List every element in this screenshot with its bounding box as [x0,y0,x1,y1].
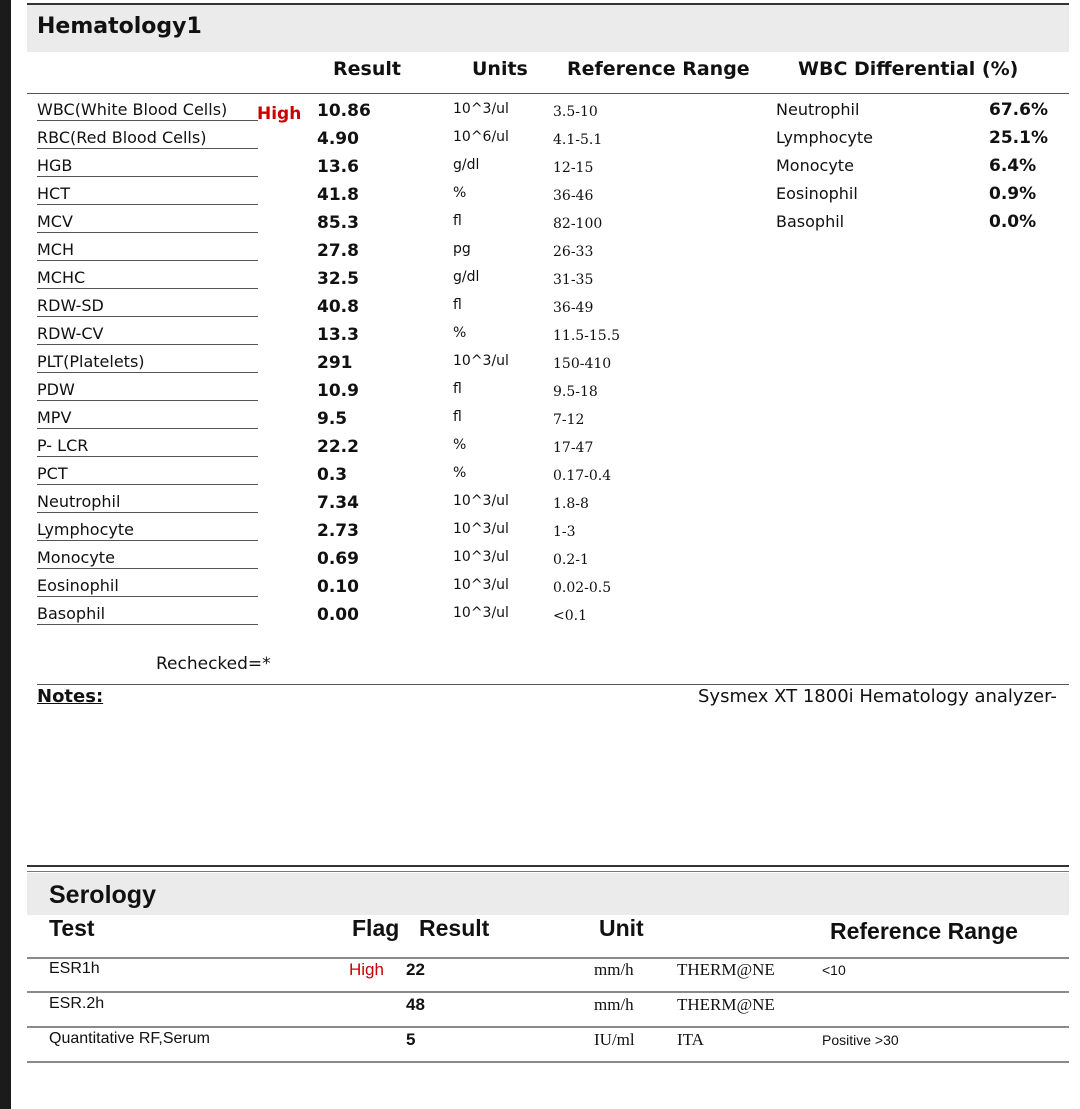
test-name: HCT [37,184,258,205]
test-name: MCHC [37,268,258,289]
result-value: 40.8 [317,297,359,317]
result-value: 10.9 [317,381,359,401]
reference-range: 3.5-10 [553,104,598,120]
unit-value: 10^3/ul [453,101,509,117]
unit-value: 10^3/ul [453,353,509,369]
serology-header-divider [27,957,1069,959]
test-name: RDW-SD [37,296,258,317]
flag-column-header: Flag [352,915,400,941]
differential-value: 25.1% [989,128,1048,148]
rechecked-note: Rechecked=* [156,654,271,674]
serology-result: 22 [406,960,425,979]
table-row [0,433,1069,461]
unit-value: % [453,325,467,341]
table-row [0,237,1069,265]
row-divider [27,991,1069,993]
table-row [0,461,1069,489]
reference-range: 7-12 [553,412,585,428]
differential-value: 6.4% [989,156,1037,176]
test-name: Eosinophil [37,576,258,597]
test-name: Lymphocyte [37,520,258,541]
serology-reference-column-header: Reference Range [830,918,1018,944]
hematology-title: Hematology1 [37,14,202,39]
test-name: PLT(Platelets) [37,352,258,373]
test-name: RBC(Red Blood Cells) [37,128,258,149]
serology-result-column-header: Result [419,915,490,941]
differential-value: 0.0% [989,212,1037,232]
flag-badge: High [349,960,384,979]
table-row [0,517,1069,545]
differential-name: Lymphocyte [776,128,873,147]
serology-title: Serology [49,881,156,909]
reference-range: 0.2-1 [553,552,589,568]
reference-range: 11.5-15.5 [553,328,621,344]
unit-value: 10^3/ul [453,493,509,509]
differential-name: Eosinophil [776,184,858,203]
test-column-header: Test [49,915,95,941]
reference-range: 4.1-5.1 [553,132,603,148]
serology-unit: mm/h [594,995,634,1014]
analyzer-note: Sysmex XT 1800i Hematology analyzer- [698,686,1057,707]
result-column-header: Result [333,58,401,80]
serology-reference: Positive >30 [822,1032,899,1048]
reference-range: 36-46 [553,188,594,204]
serology-method: ITA [677,1030,704,1049]
table-row [0,377,1069,405]
table-row [0,153,1069,181]
reference-column-header: Reference Range [567,58,750,80]
result-value: 22.2 [317,437,359,457]
row-divider [27,1061,1069,1063]
table-row [0,265,1069,293]
result-value: 4.90 [317,129,359,149]
unit-value: % [453,465,467,481]
table-row [0,209,1069,237]
unit-value: g/dl [453,269,480,285]
serology-method: THERM@NE [677,995,775,1014]
reference-range: 0.17-0.4 [553,468,612,484]
unit-value: 10^3/ul [453,605,509,621]
serology-method: THERM@NE [677,960,775,979]
reference-range: 0.02-0.5 [553,580,612,596]
wbc-differential-header: WBC Differential (%) [798,58,1019,80]
test-name: RDW-CV [37,324,258,345]
serology-unit: mm/h [594,960,634,979]
unit-value: 10^6/ul [453,129,509,145]
test-name: Basophil [37,604,258,625]
differential-name: Monocyte [776,156,854,175]
unit-value: 10^3/ul [453,577,509,593]
reference-range: 1.8-8 [553,496,589,512]
result-value: 10.86 [317,101,371,121]
reference-range: 1-3 [553,524,576,540]
result-value: 2.73 [317,521,359,541]
table-row [0,125,1069,153]
serology-result: 5 [406,1030,416,1049]
result-value: 0.69 [317,549,359,569]
serology-reference: <10 [822,962,846,978]
reference-range: 82-100 [553,216,603,232]
result-value: 41.8 [317,185,359,205]
unit-value: fl [453,409,462,425]
table-row [0,97,1069,125]
serology-test-name: ESR.2h [49,995,105,1012]
table-row [0,573,1069,601]
reference-range: 150-410 [553,356,612,372]
result-value: 0.3 [317,465,348,485]
unit-value: pg [453,241,471,257]
unit-value: 10^3/ul [453,521,509,537]
reference-range: <0.1 [553,608,587,624]
units-column-header: Units [472,58,528,80]
unit-value: g/dl [453,157,480,173]
table-row [0,181,1069,209]
unit-value: 10^3/ul [453,549,509,565]
serology-result: 48 [406,995,425,1014]
table-row [0,293,1069,321]
table-row [0,545,1069,573]
unit-value: fl [453,213,462,229]
test-name: Neutrophil [37,492,258,513]
reference-range: 26-33 [553,244,594,260]
reference-range: 36-49 [553,300,594,316]
differential-name: Neutrophil [776,100,860,119]
table-row [0,321,1069,349]
serology-unit: IU/ml [594,1030,635,1049]
result-value: 0.10 [317,577,359,597]
header-divider [27,93,1069,94]
test-name: Monocyte [37,548,258,569]
reference-range: 17-47 [553,440,594,456]
notes-divider [37,684,1069,685]
result-value: 85.3 [317,213,359,233]
test-name: MPV [37,408,258,429]
unit-value: % [453,437,467,453]
result-value: 7.34 [317,493,359,513]
row-divider [27,1026,1069,1028]
test-name: MCH [37,240,258,261]
table-row [0,405,1069,433]
result-value: 9.5 [317,409,348,429]
test-name: P- LCR [37,436,258,457]
result-value: 13.6 [317,157,359,177]
table-row [0,349,1069,377]
unit-column-header: Unit [599,915,644,941]
serology-top-divider [27,865,1069,872]
reference-range: 31-35 [553,272,594,288]
reference-range: 12-15 [553,160,594,176]
result-value: 13.3 [317,325,359,345]
result-value: 0.00 [317,605,359,625]
serology-header-band [27,873,1069,915]
differential-name: Basophil [776,212,845,231]
notes-label: Notes: [37,686,104,707]
result-value: 32.5 [317,269,359,289]
flag-badge: High [257,104,302,124]
result-value: 27.8 [317,241,359,261]
test-name: WBC(White Blood Cells) [37,100,258,121]
unit-value: fl [453,381,462,397]
unit-value: % [453,185,467,201]
table-row [0,601,1069,629]
differential-value: 0.9% [989,184,1037,204]
reference-range: 9.5-18 [553,384,598,400]
test-name: MCV [37,212,258,233]
table-row [0,489,1069,517]
test-name: PCT [37,464,258,485]
test-name: PDW [37,380,258,401]
result-value: 291 [317,353,353,373]
serology-test-name: Quantitative RF,Serum [49,1030,210,1047]
unit-value: fl [453,297,462,313]
differential-value: 67.6% [989,100,1048,120]
test-name: HGB [37,156,258,177]
serology-test-name: ESR1h [49,960,100,977]
